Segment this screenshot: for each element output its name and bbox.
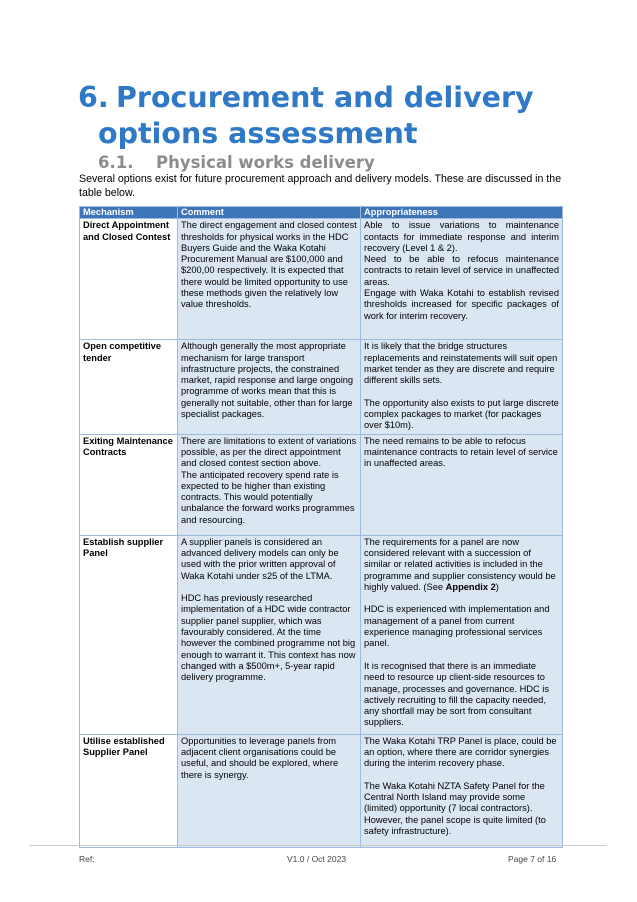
appropriateness-cell: Able to issue variations to maintenance contacts for immediate response and interim recovery (Level 1 & 2). Need to be able to refocus maintenance contracts to retain level of service in unaffected areas. Engage with Waka Kotahi to establish revised thresholds increased for specific packages of work for interim recovery. xyxy=(361,219,563,340)
footer-divider xyxy=(29,845,607,846)
appropriateness-cell: It is likely that the bridge structures replacements and reinstatements will suit open market tender as they are discrete and require different skills sets. The opportunity also exists to put large discrete complex packages to market (for packages over $10m). xyxy=(361,340,563,434)
header-comment: Comment xyxy=(178,207,361,219)
comment-cell: The direct engagement and closed contest thresholds for physical works in the HDC Buyers Guide and the Waka Kotahi Procurement Manual are $100,000 and $200,00 respectively. It is expected that there would be limited opportunity to use these methods given the relatively low value thresholds. xyxy=(178,219,361,340)
mechanism-cell: Direct Appointment and Closed Contest xyxy=(80,219,178,340)
table-row xyxy=(80,219,563,340)
section-heading xyxy=(78,80,598,152)
subsection-number: 6.1. xyxy=(98,153,134,172)
footer-ref: Ref: xyxy=(79,854,95,864)
appropriateness-text-continued: ) HDC is experienced with implementation and management of a panel from current experience managing professional services panel. It is recognised that there is an immediate need to resource up client-side resources to manage, processes and governance. HDC is actively recruiting to fill the capacity needed, any shortfall may be sort from consultant suppliers. xyxy=(364,581,550,728)
comment-cell: Although generally the most appropriate mechanism for large transport infrastructure projects, the constrained market, rapid response and large ongoing programme of works mean that this is generally not suitable, other than for large specialist packages. xyxy=(178,340,361,434)
table-row xyxy=(80,340,563,434)
subsection-title: Physical works delivery xyxy=(156,153,375,172)
mechanism-cell: Establish supplier Panel xyxy=(80,535,178,734)
header-appropriateness: Appropriateness xyxy=(361,207,563,219)
appropriateness-text: The requirements for a panel are now considered relevant with a succession of similar or related activities is included in the programme and supplier consistency would be highly valued. (See xyxy=(364,536,556,592)
procurement-options-table xyxy=(79,206,563,848)
footer-version: V1.0 / Oct 2023 xyxy=(287,854,347,864)
table-row xyxy=(80,434,563,535)
appendix-reference: Appendix 2 xyxy=(445,581,496,592)
footer-page-number: Page 7 of 16 xyxy=(508,854,557,864)
mechanism-cell: Exiting Maintenance Contracts xyxy=(80,434,178,535)
appropriateness-cell: The need remains to be able to refocus maintenance contracts to retain level of service in unaffected areas. xyxy=(361,434,563,535)
mechanism-cell: Utilise established Supplier Panel xyxy=(80,734,178,847)
appropriateness-cell: The Waka Kotahi TRP Panel is place, could be an option, where there are corridor synergies during the interim recovery phase. The Waka Kotahi NZTA Safety Panel for the Central North Island may provide some (limited) opportunity (7 local contractors). However, the panel scope is quite limited (to safety infrastructure). xyxy=(361,734,563,847)
appropriateness-cell xyxy=(361,535,563,734)
section-title-line1: Procurement and delivery xyxy=(116,81,534,114)
table-row xyxy=(80,535,563,734)
comment-cell: Opportunities to leverage panels from adjacent client organisations could be useful, and should be explored, where there is synergy. xyxy=(178,734,361,847)
mechanism-cell: Open competitive tender xyxy=(80,340,178,434)
subsection-heading xyxy=(98,153,375,173)
comment-cell: There are limitations to extent of variations possible, as per the direct appointment and closed contest section above. The anticipated recovery spend rate is expected to be higher than existing contracts. This would potentially unbalance the forward works programmes and resourcing. xyxy=(178,434,361,535)
table-row xyxy=(80,734,563,847)
header-mechanism: Mechanism xyxy=(80,207,178,219)
table-header-row xyxy=(80,207,563,219)
intro-paragraph: Several options exist for future procurement approach and delivery models. These are discussed in the table below. xyxy=(79,173,562,199)
section-title-line2: options assessment xyxy=(98,117,418,150)
comment-cell: A supplier panels is considered an advanced delivery models can only be used with the prior written approval of Waka Kotahi under s25 of the LTMA. HDC has previously researched implementation of a HDC wide contractor supplier panel supplier, which was favourably considered. At the time however the combined programme not big enough to warrant it. This context has now changed with a $500m+, 5-year rapid delivery programme. xyxy=(178,535,361,734)
section-number: 6. xyxy=(78,81,109,114)
